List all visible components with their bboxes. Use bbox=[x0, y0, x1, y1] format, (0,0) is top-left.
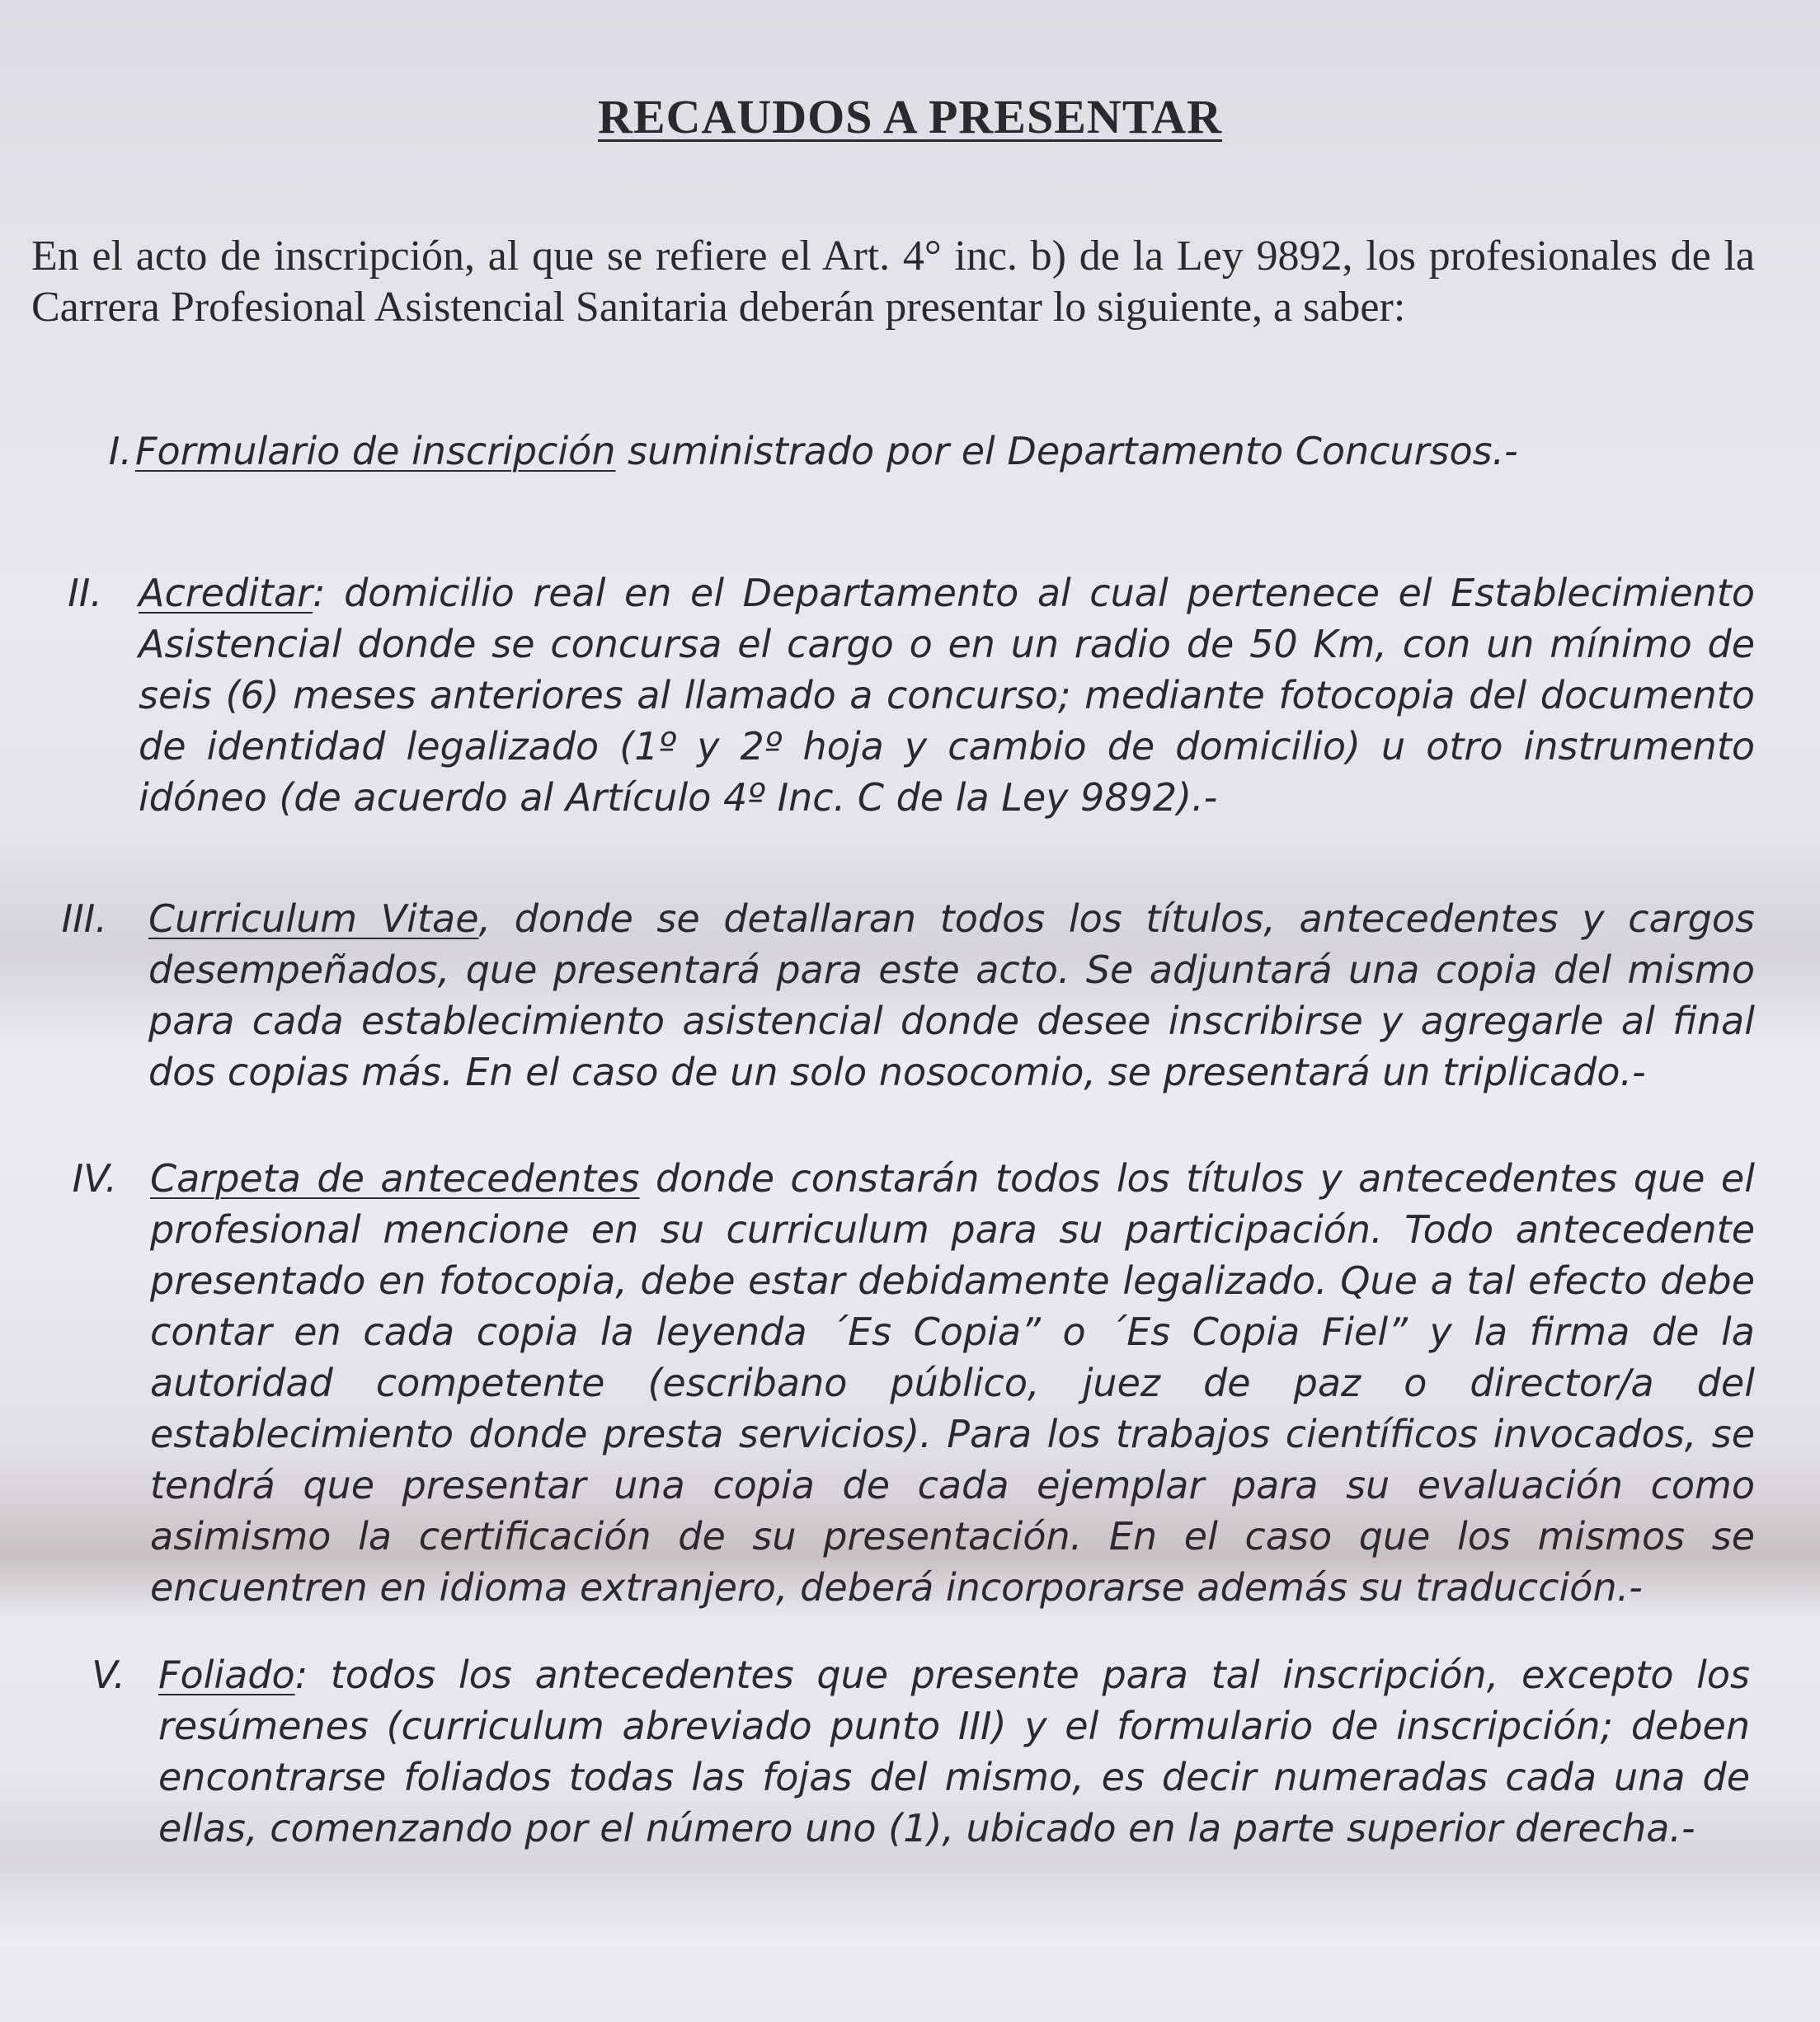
list-item-body: , donde se detallaran todos los títulos, antecedentes y cargos desempeñados, que presentará para este acto. Se adjuntará una copia del mismo para cada establecimiento asistencial donde desee inscribirse y agregarle al final dos copias más. En el caso de un solo nosocomio, se presentará un triplicado.- bbox=[148, 896, 1755, 1094]
list-item-number: I. bbox=[108, 429, 132, 473]
list-item-text bbox=[158, 1649, 1750, 1854]
list-item-body: : domicilio real en el Departamento al cual pertenece el Establecimiento Asistencial donde se concursa el cargo o en un radio de 50 Km, con un mínimo de seis (6) meses anteriores al llamado a concurso; mediante fotocopia del documento de identidad legalizado (1º y 2º hoja y cambio de domicilio) u otro instrumento idóneo (de acuerdo al Artículo 4º Inc. C de la Ley 9892).- bbox=[139, 571, 1755, 820]
document-title bbox=[0, 89, 1820, 144]
intro-paragraph: En el acto de inscripción, al que se refiere el Art. 4° inc. b) de la Ley 9892, los profesionales de la Carrera Profesional Asistencial Sanitaria deberán presentar lo siguiente, a saber: bbox=[31, 233, 1755, 331]
list-item-number: V. bbox=[92, 1653, 125, 1697]
list-item-text bbox=[139, 567, 1755, 823]
list-item-number: IV. bbox=[72, 1156, 117, 1201]
list-item-number: III. bbox=[61, 896, 107, 941]
list-item-heading: Foliado bbox=[158, 1653, 295, 1697]
document-title-text: RECAUDOS A PRESENTAR bbox=[598, 90, 1222, 143]
list-item-heading: Curriculum Vitae bbox=[148, 896, 479, 941]
list-item-text bbox=[150, 1153, 1755, 1613]
list-item-3 bbox=[0, 893, 1820, 1107]
list-item-body: : todos los antecedentes que presente para tal inscripción, excepto los resúmenes (curriculum abreviado punto III) y el formulario de inscripción; deben encontrarse foliados todas las fojas del mismo, es decir numeradas cada una de ellas, comenzando por el número uno (1), ubicado en la parte superior derecha.- bbox=[158, 1653, 1750, 1850]
list-item-2 bbox=[0, 567, 1820, 831]
list-item-number: II. bbox=[68, 571, 102, 615]
list-item-body: suministrado por el Departamento Concursos.- bbox=[615, 429, 1518, 473]
list-item-heading: Carpeta de antecedentes bbox=[150, 1156, 640, 1201]
list-item-1 bbox=[0, 426, 1820, 483]
list-item-heading: Formulario de inscripción bbox=[135, 429, 616, 473]
list-item-text bbox=[148, 893, 1755, 1098]
list-item-4 bbox=[0, 1153, 1820, 1610]
list-item-text bbox=[135, 426, 1752, 477]
list-item-5 bbox=[0, 1649, 1820, 1864]
list-item-body: donde constarán todos los títulos y antecedentes que el profesional mencione en su curriculum para su participación. Todo antecedente presentado en fotocopia, debe estar debidamente legalizado. Que a tal efecto debe contar en cada copia la leyenda ´Es Copia” o ´Es Copia Fiel” y la firma de la autoridad competente (escribano público, juez de paz o director/a del establecimiento donde presta servicios). Para los trabajos científicos invocados, se tendrá que presentar una copia de cada ejemplar para su evaluación como asimismo la certificación de su presentación. En el caso que los mismos se encuentren en idioma extranjero, deberá incorporarse además su traducción.- bbox=[150, 1156, 1756, 1610]
list-item-heading: Acreditar bbox=[139, 571, 313, 615]
